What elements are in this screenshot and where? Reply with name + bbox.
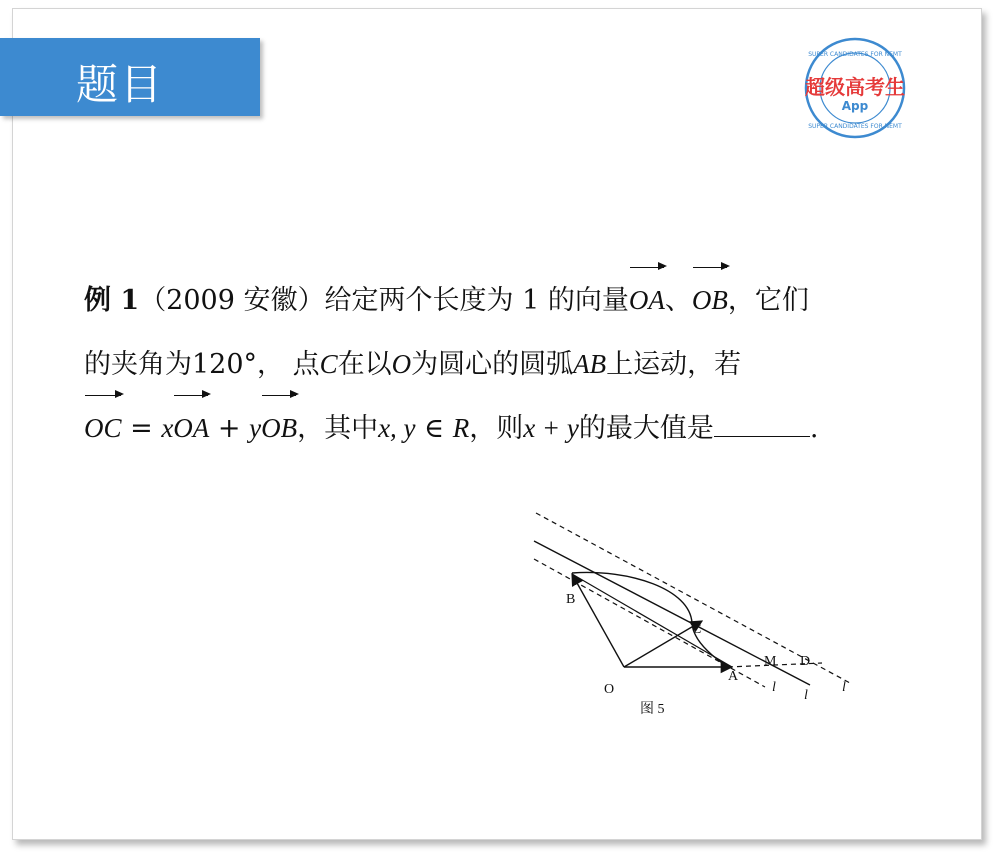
logo-app: App — [841, 99, 869, 113]
line1-tail: ，它们 — [727, 285, 809, 316]
logo-brand: 超级高考生 — [805, 75, 905, 99]
problem-source: （2009 安徽）给定两个长度为 1 的向量 — [139, 285, 629, 316]
figure-caption: 图 5 — [640, 702, 665, 717]
geometry-figure — [520, 505, 860, 725]
vector-ob-arrow — [572, 574, 624, 667]
header-banner — [0, 38, 260, 116]
text: 的最大值是 — [578, 413, 714, 444]
brand-logo — [803, 36, 907, 140]
text: 上运动，若 — [606, 349, 742, 380]
point-o: O — [391, 349, 412, 379]
answer-blank[interactable] — [714, 410, 810, 437]
problem-line-3 — [84, 396, 924, 460]
label-o: O — [604, 682, 615, 697]
element-of: ∈ — [415, 413, 453, 444]
logo-ring-bottom: SUPER CANDIDATES FOR NEMT — [808, 123, 902, 130]
label-l-right: l — [842, 680, 846, 695]
period: . — [809, 413, 819, 444]
vars-xy: x, y — [378, 413, 416, 443]
var-x: x — [161, 413, 174, 443]
text: ，其中 — [297, 413, 379, 444]
label-a: A — [728, 669, 739, 684]
problem-line-1 — [84, 268, 924, 332]
vector-oc-arrow — [624, 621, 702, 667]
problem-text — [84, 268, 924, 460]
plus: + — [209, 413, 250, 444]
point-c: C — [319, 349, 338, 379]
sep: 、 — [664, 285, 692, 316]
dashed-line-lower — [534, 559, 765, 687]
label-b: B — [566, 592, 576, 607]
vector-ob-2: OB — [261, 396, 297, 460]
vector-oc: OC — [84, 396, 122, 460]
text: ， 点 — [257, 349, 320, 380]
vector-oa: OA — [629, 268, 665, 332]
text: 的夹角为 — [84, 349, 192, 380]
vector-oa-2: OA — [173, 396, 209, 460]
text: ，则 — [469, 413, 524, 444]
vector-ob: OB — [692, 268, 728, 332]
example-label: 例 1 — [84, 285, 140, 316]
set-r: R — [452, 413, 470, 443]
label-d: D — [800, 654, 811, 669]
text: 为圆心的圆弧 — [411, 349, 574, 380]
label-l-left: l — [772, 680, 776, 695]
label-c: C — [692, 622, 702, 637]
arc-ab: AB — [573, 349, 607, 379]
problem-line-2 — [84, 332, 924, 396]
var-y: y — [249, 413, 262, 443]
angle-value: 120° — [192, 349, 258, 380]
equals: = — [121, 413, 162, 444]
text: 在以 — [337, 349, 392, 380]
label-l-main: l — [804, 688, 808, 703]
sum-expr: x + y — [523, 413, 579, 443]
chord-ab — [572, 574, 732, 667]
logo-ring-top: SUPER CANDIDATES FOR NEMT — [808, 51, 902, 58]
header-title: 题目 — [76, 60, 165, 109]
label-m: M — [764, 654, 777, 669]
